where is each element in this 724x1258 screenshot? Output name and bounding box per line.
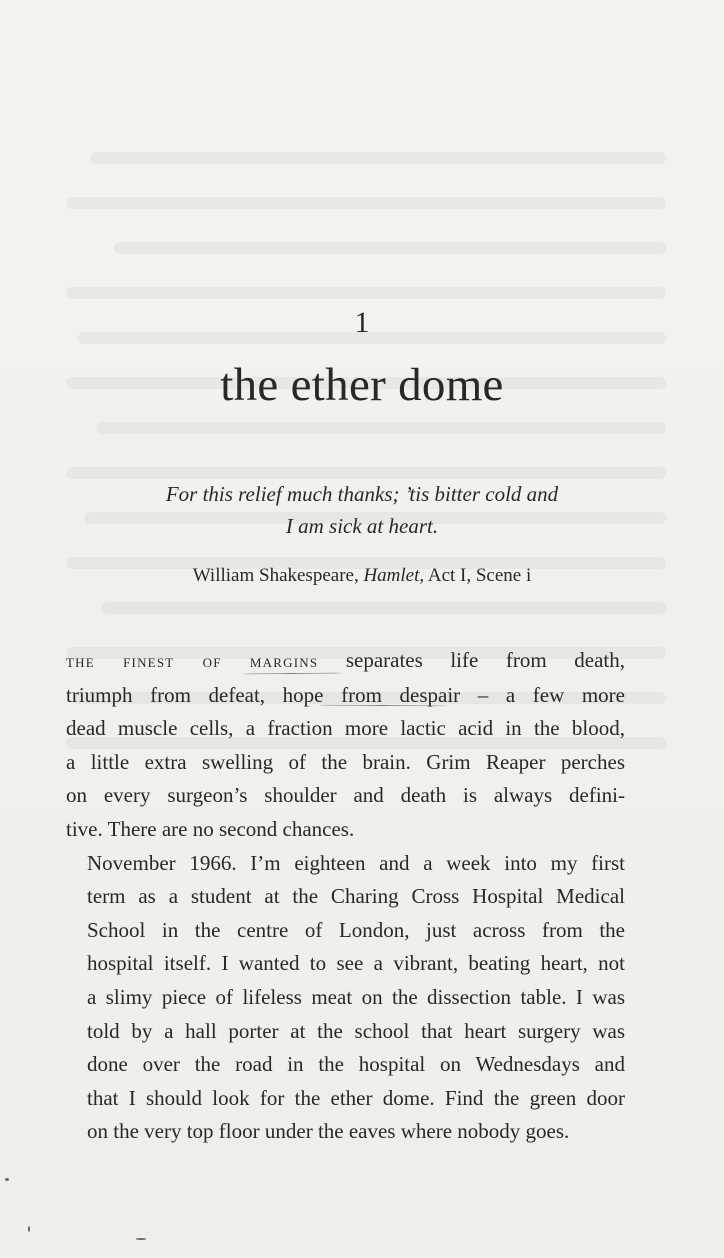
attribution-author: William Shakespeare,: [192, 565, 364, 586]
text-line: November 1966. I’m eighteen and a week into my first: [87, 850, 625, 875]
text-line: the finest of margins separates life from death,: [66, 648, 625, 672]
text-line: told by a hall porter at the school that heart surgery was: [87, 1018, 625, 1043]
lead-in-smallcaps: the finest of margins: [66, 651, 319, 672]
text-line: a little extra swelling of the brain. Grim Reaper perches: [66, 749, 625, 774]
chapter-title: the ether dome: [220, 359, 504, 411]
text-line: hospital itself. I wanted to see a vibrant, beating heart, not: [87, 951, 625, 976]
attribution-rest: , Act I, Scene i: [419, 565, 532, 586]
paragraph: [66, 847, 625, 1149]
chapter-number: 1: [354, 306, 370, 339]
body-text: [66, 644, 625, 1149]
page-speck: [5, 1178, 9, 1181]
text-line: School in the centre of London, just across from the: [87, 917, 625, 942]
text-line: tive. There are no second chances.: [66, 816, 355, 841]
text-line: done over the road in the hospital on Wednesdays and: [87, 1052, 625, 1077]
paragraph: [66, 644, 625, 847]
text-line: triumph from defeat, hope from despair – a few more: [66, 682, 625, 707]
epigraph: [80, 478, 644, 542]
text-line: a slimy piece of lifeless meat on the dissection table. I was: [87, 984, 625, 1009]
text-line: that I should look for the ether dome. Find the green door: [87, 1085, 625, 1110]
attribution-work: Hamlet: [363, 565, 420, 586]
epigraph-line: I am sick at heart.: [285, 514, 439, 538]
page-speck: [28, 1226, 30, 1232]
text-line: dead muscle cells, a fraction more lactic acid in the blood,: [66, 716, 625, 741]
epigraph-line: For this relief much thanks; ’tis bitter cold and: [165, 482, 559, 506]
epigraph-attribution: [60, 561, 664, 591]
text-line: on the very top floor under the eaves where nobody goes.: [87, 1119, 570, 1144]
text-line: term as a student at the Charing Cross Hospital Medical: [87, 884, 625, 909]
page-speck: [136, 1238, 146, 1240]
text-line: on every surgeon’s shoulder and death is always defini-: [66, 783, 625, 808]
